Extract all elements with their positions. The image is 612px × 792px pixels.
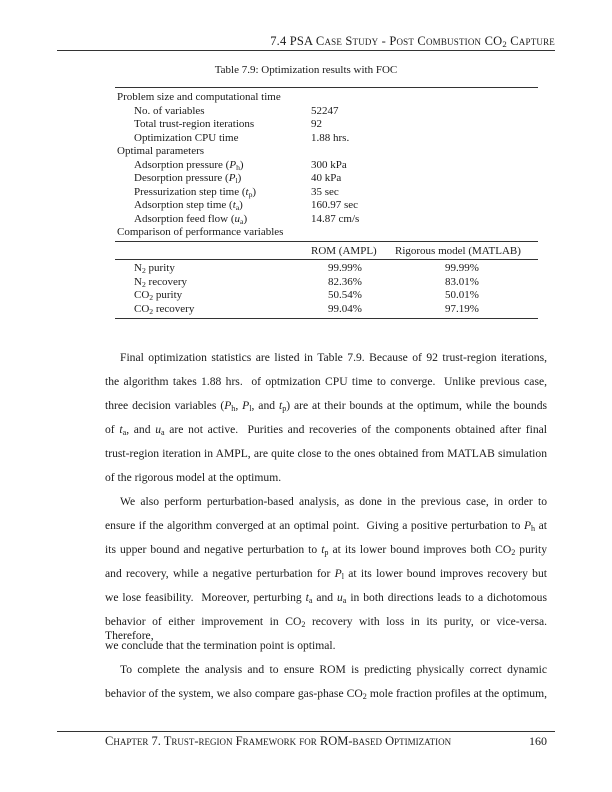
math-symbol: t xyxy=(245,185,249,198)
text-run: recovery xyxy=(153,302,195,315)
row-value: 35 sec xyxy=(311,185,339,198)
text-run: three decision variables ( xyxy=(105,399,225,412)
comparison-label xyxy=(134,276,187,289)
text-run: at its lower bound improves both CO xyxy=(328,543,512,556)
text-run: at its lower bound improves recovery but xyxy=(343,567,547,580)
paragraph-line xyxy=(105,543,547,557)
row-label xyxy=(134,213,247,226)
row-label xyxy=(134,159,244,172)
section-title: Problem size and computational time xyxy=(117,91,281,103)
running-header xyxy=(270,34,555,49)
math-symbol: t xyxy=(278,399,283,412)
paragraph-line xyxy=(105,591,547,605)
text-run: CO xyxy=(134,302,150,315)
text-run: its upper bound and negative perturbation to xyxy=(105,543,322,556)
table-caption: Table 7.9: Optimization results with FOC xyxy=(214,64,398,76)
row-label xyxy=(134,172,241,185)
row-label xyxy=(134,199,243,212)
rom-value: 99.99% xyxy=(328,262,362,274)
text-run: To complete the analysis and to ensure ROM is predicting physically correct dynamic xyxy=(120,663,547,676)
table-mid-rule xyxy=(115,241,538,242)
rom-value: 99.04% xyxy=(328,302,362,315)
paragraph-line xyxy=(105,423,547,437)
text-run: we conclude that the termination point is optimal. xyxy=(105,639,336,652)
subscript: 2 xyxy=(301,620,306,630)
row-label xyxy=(134,132,239,145)
paragraph-line xyxy=(105,519,547,533)
footer-rule xyxy=(57,731,555,732)
math-symbol: P xyxy=(229,158,237,171)
paragraph-line xyxy=(105,471,547,485)
text-run: No. of variables xyxy=(134,104,205,117)
subscript: l xyxy=(235,175,238,185)
chapter-footer: Chapter 7. Trust-region Framework for ROM-based Optimization xyxy=(105,734,452,748)
row-value: 52247 xyxy=(311,104,339,117)
text-run: trust-region iteration in AMPL, are quite close to the ones obtained from MATLAB simulation xyxy=(105,447,547,460)
text-run: behavior of either improvement in CO xyxy=(105,615,302,628)
subscript: a xyxy=(308,596,313,606)
row-value: 40 kPa xyxy=(311,172,342,184)
row-value: 1.88 hrs. xyxy=(311,131,350,144)
page-number: 160 xyxy=(529,734,547,748)
section-title: Optimal parameters xyxy=(117,145,205,157)
comparison-label xyxy=(134,262,175,275)
text-run: Final optimization statistics are listed in Table 7.9. Because of 92 trust-region iterations, xyxy=(120,351,547,364)
text-run: purity xyxy=(145,262,175,274)
text-run: Capture xyxy=(506,34,555,48)
math-symbol: u xyxy=(155,423,161,436)
text-run: Desorption pressure ( xyxy=(134,172,229,184)
text-run: ensure if the algorithm converged at an optimal point. Giving a positive perturbation to xyxy=(105,519,524,532)
rigorous-value: 83.01% xyxy=(445,275,479,288)
comparison-label xyxy=(134,289,182,302)
math-symbol: P xyxy=(523,519,532,532)
subscript: p xyxy=(282,404,287,414)
subscript: l xyxy=(341,572,344,582)
paragraph-line xyxy=(105,663,547,677)
subscript: a xyxy=(160,428,165,438)
rigorous-value: 97.19% xyxy=(445,302,479,315)
math-symbol: u xyxy=(337,591,343,604)
text-run: 7.4 PSA Case Study - Post Combustion CO xyxy=(270,34,503,48)
row-value: 160.97 sec xyxy=(311,199,359,211)
subscript: a xyxy=(342,596,347,606)
math-symbol: P xyxy=(334,567,342,580)
paragraph-line xyxy=(105,639,547,653)
table-top-rule xyxy=(115,87,538,88)
text-run: at xyxy=(535,519,547,532)
text-run: CO xyxy=(134,289,150,301)
subscript: h xyxy=(236,162,240,172)
text-run: recovery with loss in its purity, or vice-versa. Therefore, xyxy=(105,615,553,642)
text-run: in both directions leads to a dichotomous xyxy=(346,591,547,604)
subscript: 2 xyxy=(141,265,146,275)
subscript: 2 xyxy=(149,306,154,316)
text-run: ) xyxy=(239,199,243,211)
subscript: p xyxy=(324,548,329,558)
subscript: 2 xyxy=(149,292,154,302)
math-symbol: t xyxy=(232,199,236,211)
text-run: of the rigorous model at the optimum. xyxy=(105,471,282,484)
table-bottom-rule xyxy=(115,318,538,319)
subscript: a xyxy=(240,216,244,226)
math-symbol: t xyxy=(321,543,325,556)
subscript: p xyxy=(248,189,253,199)
rom-value: 50.54% xyxy=(328,289,362,301)
subscript: 2 xyxy=(362,692,367,702)
math-symbol: t xyxy=(119,423,123,436)
text-run: ) are at their bounds at the optimum, while the bounds xyxy=(286,399,548,412)
text-run: Total trust-region iterations xyxy=(134,118,255,130)
text-run: ) xyxy=(252,185,257,198)
math-symbol: P xyxy=(228,172,236,184)
text-run: , xyxy=(235,399,243,412)
text-run: ) xyxy=(239,158,244,171)
text-run: ) xyxy=(243,212,248,225)
paragraph-line xyxy=(105,375,547,389)
text-run: , and xyxy=(251,399,279,412)
rom-value: 82.36% xyxy=(328,275,362,288)
table-header-rule xyxy=(115,259,538,260)
paragraph-line xyxy=(105,567,547,581)
paragraph-line xyxy=(105,351,547,365)
subscript: 2 xyxy=(141,279,146,289)
text-run: and xyxy=(312,591,337,604)
paragraph-line xyxy=(105,447,547,461)
text-run: mole fraction profiles at the optimum, xyxy=(366,687,547,700)
row-value: 300 kPa xyxy=(311,158,347,171)
text-run: N xyxy=(134,275,142,288)
text-run: , and xyxy=(126,423,156,436)
subscript: 2 xyxy=(511,548,516,558)
math-symbol: t xyxy=(305,591,309,604)
text-run: We also perform perturbation-based analysis, as done in the previous case, in order to xyxy=(120,495,547,508)
text-run: recovery xyxy=(145,275,188,288)
column-header-rom: ROM (AMPL) xyxy=(311,245,377,257)
text-run: Adsorption feed flow ( xyxy=(134,212,235,225)
row-label xyxy=(134,186,256,199)
row-label xyxy=(134,118,254,131)
math-symbol: P xyxy=(242,399,250,412)
math-symbol: u xyxy=(234,212,241,225)
text-run: we lose feasibility. Moreover, perturbing xyxy=(105,591,306,604)
subscript: h xyxy=(231,404,236,414)
subscript: a xyxy=(122,428,127,438)
subscript: a xyxy=(235,202,240,212)
text-run: of xyxy=(105,423,120,436)
header-rule xyxy=(57,50,555,51)
text-run: Adsorption step time ( xyxy=(134,199,233,211)
paragraph-line xyxy=(105,687,547,701)
comparison-label xyxy=(134,303,194,316)
text-run: N xyxy=(134,262,142,274)
row-value: 92 xyxy=(311,118,322,130)
text-run: ) xyxy=(237,172,242,184)
text-run: and recovery, while a negative perturbation for xyxy=(105,567,335,580)
row-label xyxy=(134,105,205,118)
section-title: Comparison of performance variables xyxy=(117,226,284,238)
paragraph-line xyxy=(105,495,547,509)
column-header-rigorous: Rigorous model (MATLAB) xyxy=(395,245,521,257)
text-run: Optimization CPU time xyxy=(134,131,239,144)
math-symbol: P xyxy=(224,399,232,412)
rigorous-value: 50.01% xyxy=(445,289,479,301)
text-run: purity xyxy=(153,289,183,301)
text-run: behavior of the system, we also compare gas-phase CO xyxy=(105,687,363,700)
text-run: Adsorption pressure ( xyxy=(134,158,230,171)
text-run: Pressurization step time ( xyxy=(134,185,246,198)
text-run: the algorithm takes 1.88 hrs. of optmization CPU time to converge. Unlike previous case, xyxy=(105,375,547,388)
paragraph-line xyxy=(105,399,547,413)
subscript: l xyxy=(249,404,252,414)
text-run: purity xyxy=(515,543,547,556)
subscript: 2 xyxy=(502,39,507,50)
row-value: 14.87 cm/s xyxy=(311,212,360,225)
text-run: are not active. Purities and recoveries of the components obtained after final xyxy=(164,423,547,436)
subscript: h xyxy=(531,524,536,534)
rigorous-value: 99.99% xyxy=(445,262,479,274)
